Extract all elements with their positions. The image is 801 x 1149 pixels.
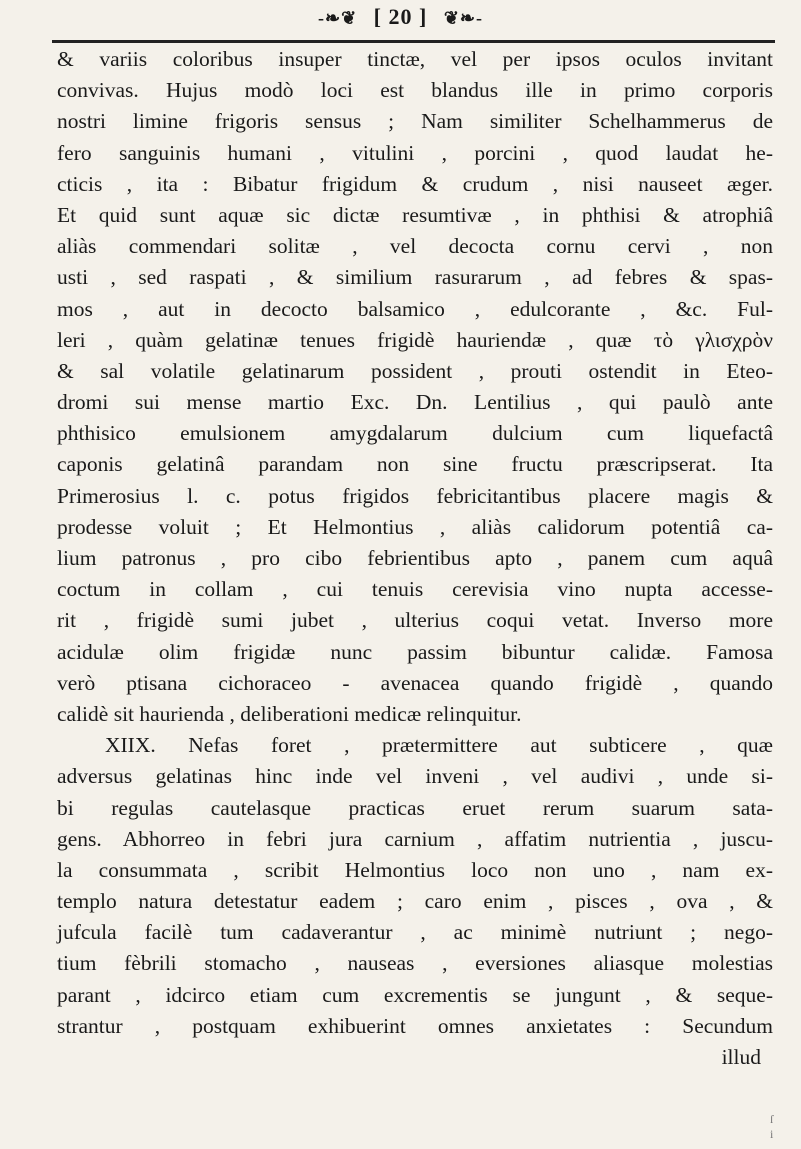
text-line: adversus gelatinas hinc inde vel inveni , vel audivi , unde si-	[57, 764, 773, 789]
text-line: phthisico emulsionem amygdalarum dulcium cum liquefactâ	[57, 421, 773, 446]
text-line: dromi sui mense martio Exc. Dn. Lentilius , qui paulò ante	[57, 390, 773, 415]
text-line: cticis , ita : Bibatur frigidum & crudum , nisi nauseet æger.	[57, 171, 773, 196]
text-line: bi regulas cautelasque practicas eruet rerum suarum sata-	[57, 795, 773, 820]
text-line: nostri limine frigoris sensus ; Nam similiter Schelhammerus de	[57, 109, 773, 134]
right-ornament: ❦❧-	[443, 8, 483, 28]
text-line: convivas. Hujus modò loci est blandus ille in primo corporis	[57, 78, 773, 103]
text-line: & sal volatile gelatinarum possident , prouti ostendit in Eteo-	[57, 358, 773, 383]
catchword: illud	[721, 1045, 761, 1069]
text-line: calidè sit haurienda , deliberationi medicæ relinquitur.	[57, 701, 522, 726]
text-line: aliàs commendari solitæ , vel decocta cornu cervi , non	[57, 234, 773, 259]
text-line: parant , idcirco etiam cum excrementis se jungunt , & seque-	[57, 982, 773, 1007]
text-line: fero sanguinis humani , vitulini , porcini , quod laudat he-	[57, 140, 773, 165]
page-number: [ 20 ]	[373, 4, 428, 29]
text-line: usti , sed raspati , & similium rasurarum , ad febres & spas-	[57, 265, 773, 290]
text-line: jufcula facilè tum cadaverantur , ac minimè nutriunt ; nego-	[57, 920, 773, 945]
text-line: prodesse voluit ; Et Helmontius , aliàs calidorum potentiâ ca-	[57, 514, 773, 539]
left-ornament: -❧❦	[318, 8, 358, 28]
text-line: Et quid sunt aquæ sic dictæ resumtivæ , in phthisi & atrophiâ	[57, 202, 773, 227]
text-line: strantur , postquam exhibuerint omnes anxietates : Secundum	[57, 1013, 773, 1038]
text-line: Primerosius l. c. potus frigidos febricitantibus placere magis &	[57, 483, 773, 508]
text-line: rit , frigidè sumi jubet , ulterius coqui vetat. Inverso more	[57, 608, 773, 633]
page-header	[0, 4, 801, 38]
section-heading-line: XIIX. Nefas foret , prætermittere aut subticere , quæ	[105, 733, 773, 758]
text-line: mos , aut in decocto balsamico , edulcorante , &c. Ful-	[57, 296, 773, 321]
text-line: acidulæ olim frigidæ nunc passim bibuntur calidæ. Famosa	[57, 639, 773, 664]
text-line: verò ptisana cichoraceo - avenacea quando frigidè , quando	[57, 670, 773, 695]
margin-marks: ſ i	[770, 1112, 774, 1141]
text-line: lium patronus , pro cibo febrientibus apto , panem cum aquâ	[57, 546, 773, 570]
text-line: & variis coloribus insuper tinctæ, vel per ipsos oculos invitant	[57, 47, 773, 71]
text-line: leri , quàm gelatinæ tenues frigidè hauriendæ , quæ τὸ γλισχρὸν	[57, 327, 773, 352]
text-line: caponis gelatinâ parandam non sine fructu præscripserat. Ita	[57, 452, 773, 477]
text-line: templo natura detestatur eadem ; caro enim , pisces , ova , &	[57, 889, 773, 914]
header-rule	[52, 40, 775, 43]
text-line: coctum in collam , cui tenuis cerevisia vino nupta accesse-	[57, 577, 773, 602]
text-line: la consummata , scribit Helmontius loco non uno , nam ex-	[57, 857, 773, 882]
text-line: tium fèbrili stomacho , nauseas , eversiones aliasque molestias	[57, 951, 773, 976]
page-body-text	[57, 44, 773, 1073]
text-line: gens. Abhorreo in febri jura carnium , affatim nutrientia , juscu-	[57, 826, 773, 851]
